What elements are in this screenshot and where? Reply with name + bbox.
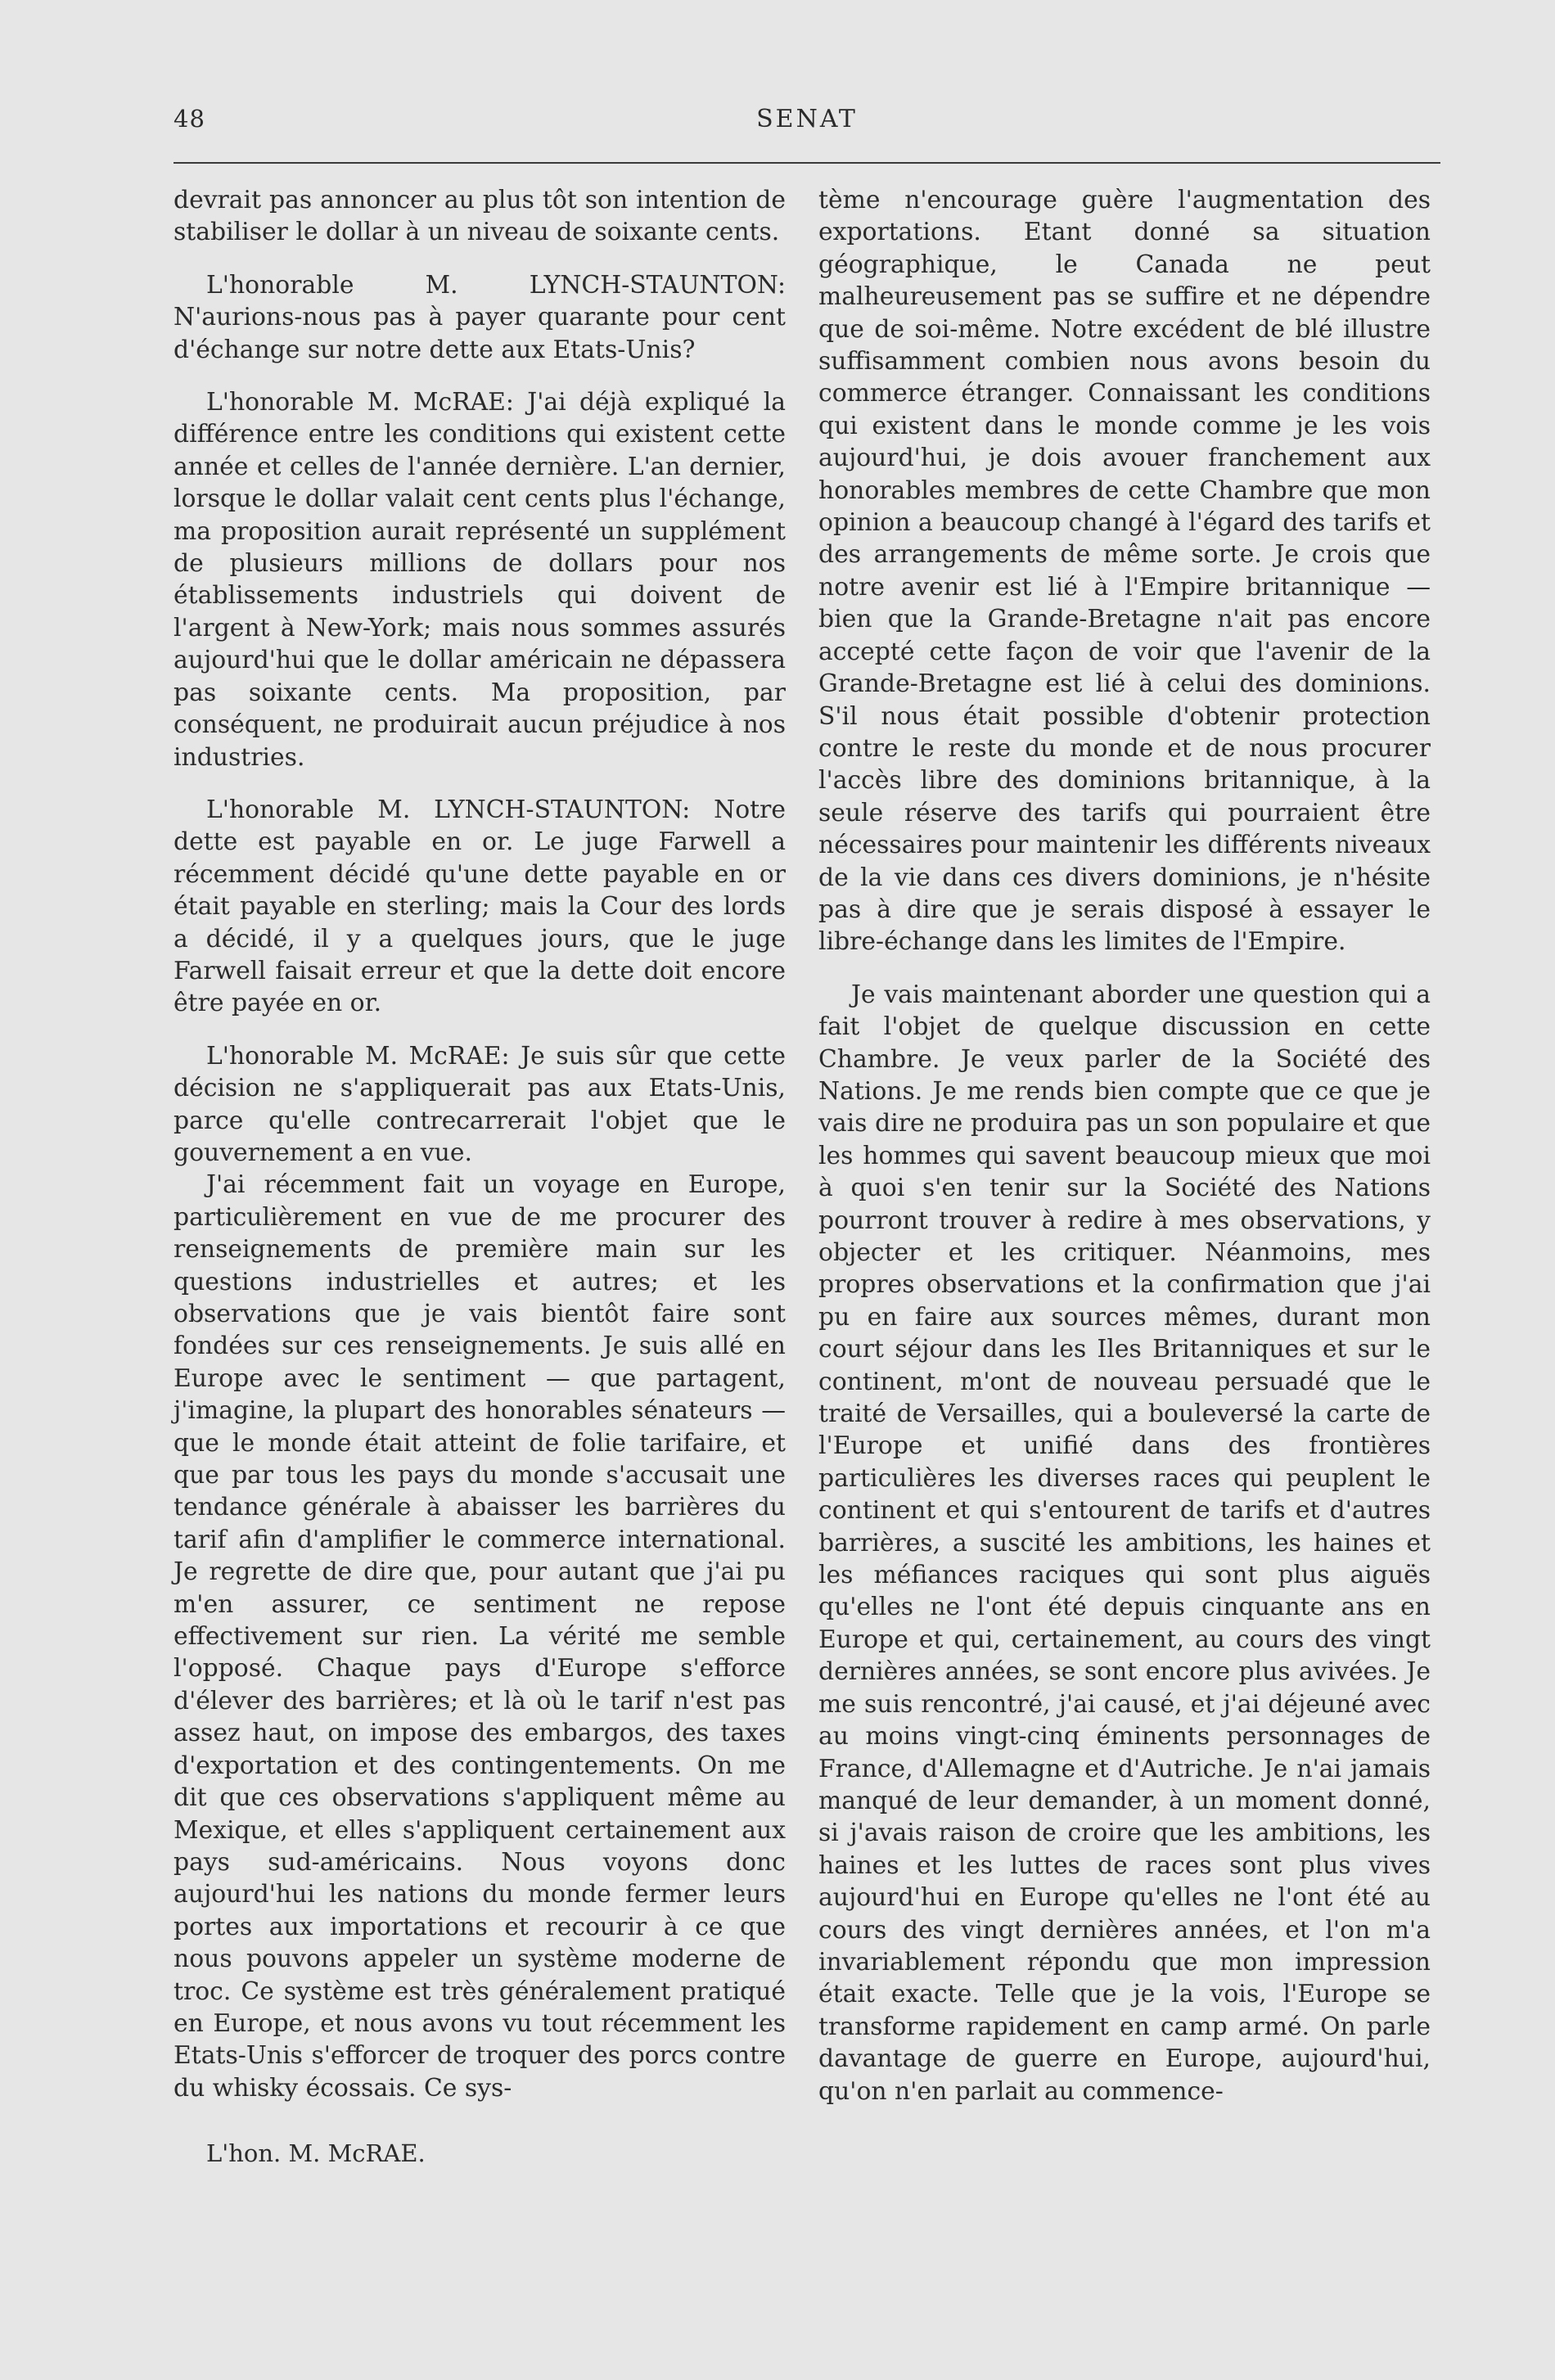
paragraph: Je vais maintenant aborder une question qui a fait l'objet de quelque discussion en cette Chambre. Je veux parler de la Société des Nations. Je me rends bien compte que ce que je vais dire ne produira pas un son populaire et que les hommes qui savent beaucoup mieux que moi à quoi s'en tenir sur la Société des Nations pourront trouver à redire à mes observations, y objecter et les critiquer. Néanmoins, mes propres observations et la confirmation que j'ai pu en faire aux sources mêmes, durant mon court séjour dans les Iles Britanniques et sur le continent, m'ont de nouveau persuadé que le traité de Versailles, qui a bouleversé la carte de l'Europe et unifié dans des frontières particulières les diverses races qui peuplent le continent et qui s'entourent de tarifs et d'autres barrières, a suscité les ambitions, les haines et les méfiances raciques qui sont plus aiguës qu'elles ne l'ont été depuis cinquante ans en Europe et qui, certainement, au cours des vingt dernières années, se sont encore plus avivées. Je me suis rencontré, j'ai causé, et j'ai déjeuné avec au moins vingt-cinq éminents personnages de France, d'Allemagne et d'Autriche. Je n'ai jamais manqué de leur demander, à un moment donné, si j'avais raison de croire que les ambitions, les haines et les luttes de races sont plus vives aujourd'hui en Europe qu'elles ne l'ont été au cours des vingt dernières années, et l'on m'a invariablement répondu que mon impression était exacte. Telle que je la vois, l'Europe se transforme rapidement en camp armé. On parle davantage de guerre en Europe, aujourd'hui, qu'on n'en parlait au commence- bbox=[818, 980, 1431, 2106]
paragraph: tème n'encourage guère l'augmentation des exportations. Etant donné sa situation géographique, le Canada ne peut malheureusement pas se suffire et ne dépendre que de soi-même. Notre excédent de blé illustre suffisamment combien nous avons besoin du commerce étranger. Connaissant les conditions qui existent dans le monde comme je les vois aujourd'hui, je dois avouer franchement aux honorables membres de cette Chambre que mon opinion a beaucoup changé à l'égard des tarifs et des arrangements de même sorte. Je crois que notre avenir est lié à l'Empire britannique — bien que la Grande-Bretagne n'ait pas encore accepté cette façon de voir que l'avenir de la Grande-Bretagne est lié à celui des dominions. S'il nous était possible d'obtenir protection contre le reste du monde et de nous procurer l'accès libre des dominions britannique, à la seule réserve des tarifs qui pourraient être nécessaires pour maintenir les différents niveaux de la vie dans ces divers dominions, je n'hésite pas à dire que je serais disposé à essayer le libre-échange dans les limites de l'Empire. bbox=[818, 186, 1431, 957]
left-column bbox=[174, 184, 786, 2104]
speaker-footer: L'hon. M. McRAE. bbox=[206, 2139, 426, 2167]
paragraph: L'honorable M. McRAE: Je suis sûr que cette décision ne s'appliquerait pas aux Etats-Unis, parce qu'elle contrecarrerait l'objet que le gouvernement a en vue. bbox=[174, 1041, 786, 1167]
paragraph: devrait pas annoncer au plus tôt son intention de stabiliser le dollar à un niveau de soixante cents. bbox=[174, 186, 786, 247]
page-number: 48 bbox=[174, 105, 205, 133]
right-column bbox=[818, 184, 1431, 2107]
header-rule bbox=[174, 162, 1440, 164]
paragraph: L'honorable M. LYNCH-STAUNTON: N'aurions-nous pas à payer quarante pour cent d'échange sur notre dette aux Etats-Unis? bbox=[174, 270, 786, 364]
paragraph: L'honorable M. LYNCH-STAUNTON: Notre dette est payable en or. Le juge Farwell a récemment décidé qu'une dette payable en or était payable en sterling; mais la Cour des lords a décidé, il y a quelques jours, que le juge Farwell faisait erreur et que la dette doit encore être payée en or. bbox=[174, 795, 786, 1018]
page-header bbox=[174, 105, 1440, 154]
paragraph: L'honorable M. McRAE: J'ai déjà expliqué la différence entre les conditions qui existent cette année et celles de l'année dernière. L'an dernier, lorsque le dollar valait cent cents plus l'échange, ma proposition aurait représenté un supplément de plusieurs millions de dollars pour nos établissements industriels qui doivent de l'argent à New-York; mais nous sommes assurés aujourd'hui que le dollar américain ne dépassera pas soixante cents. Ma proposition, par conséquent, ne produirait aucun préjudice à nos industries. bbox=[174, 388, 786, 772]
paragraph: J'ai récemment fait un voyage en Europe, particulièrement en vue de me procurer des renseignements de première main sur les questions industrielles et autres; et les observations que je vais bientôt faire sont fondées sur ces renseignements. Je suis allé en Europe avec le sentiment — que partagent, j'imagine, la plupart des honorables sénateurs — que le monde était atteint de folie tarifaire, et que par tous les pays du monde s'accusait une tendance générale à abaisser les barrières du tarif afin d'amplifier le commerce international. Je regrette de dire que, pour autant que j'ai pu m'en assurer, ce sentiment ne repose effectivement sur rien. La vérité me semble l'opposé. Chaque pays d'Europe s'efforce d'élever des barrières; et là où le tarif n'est pas assez haut, on impose des embargos, des taxes d'exportation et des contingentements. On me dit que ces observations s'appliquent même au Mexique, et elles s'appliquent certainement aux pays sud-américains. Nous voyons donc aujourd'hui les nations du monde fermer leurs portes aux importations et recourir à ce que nous pouvons appeler un système moderne de troc. Ce système est très généralement pratiqué en Europe, et nous avons vu tout récemment les Etats-Unis s'efforcer de troquer des porcs contre du whisky écossais. Ce sys- bbox=[174, 1170, 786, 2103]
running-head: SENAT bbox=[756, 105, 858, 133]
